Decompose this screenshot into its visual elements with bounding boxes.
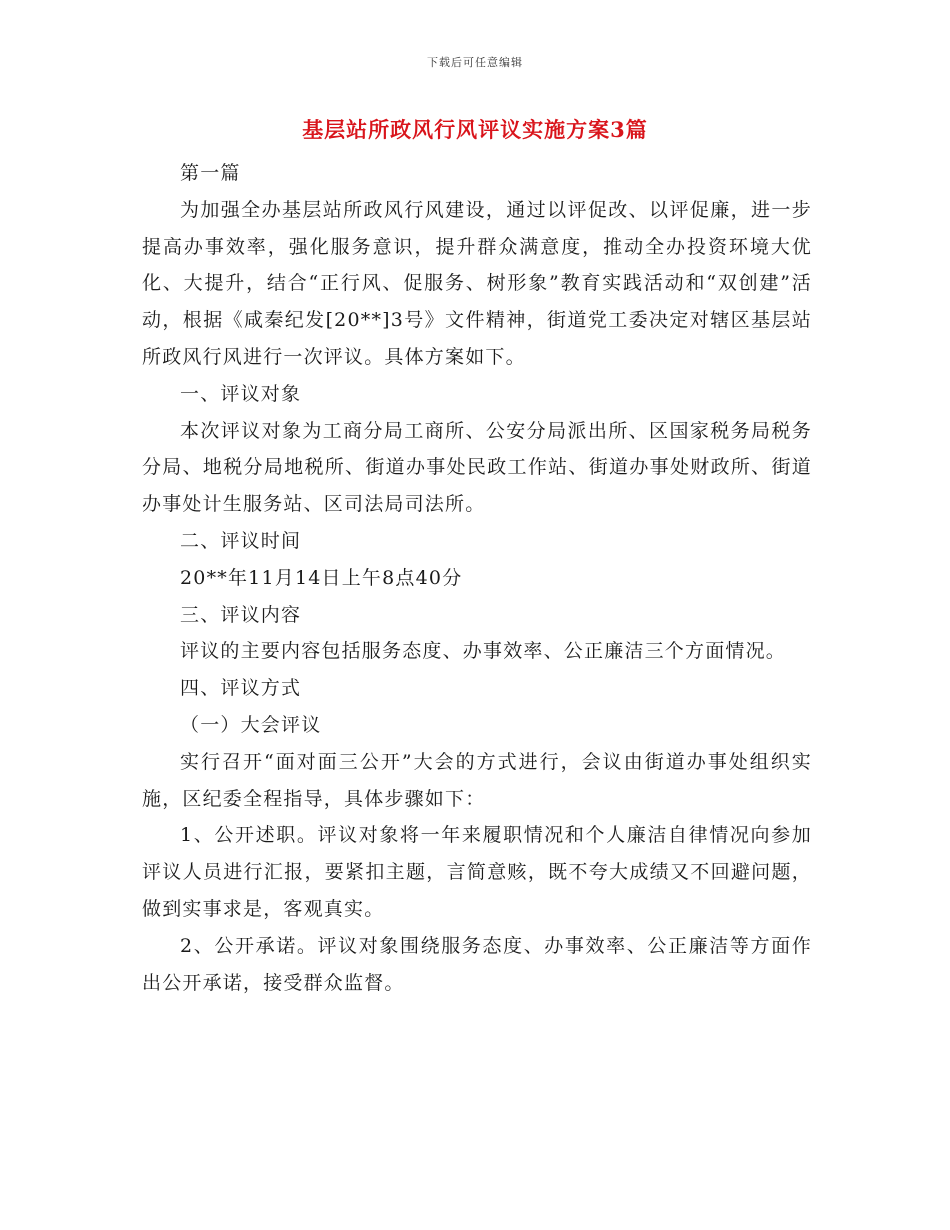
paragraph-step-2: 2、公开承诺。评议对象围绕服务态度、办事效率、公正廉洁等方面作出公开承诺，接受群众监督。 — [142, 934, 812, 994]
document-body — [142, 155, 812, 1001]
document-title: 基层站所政风行风评议实施方案3篇 — [302, 117, 648, 142]
heading-evaluation-method: 四、评议方式 — [180, 677, 302, 700]
paragraph-general-meeting: 实行召开“面对面三公开”大会的方式进行，会议由街道办事处组织实施，区纪委全程指导，具体步骤如下： — [142, 750, 812, 810]
header-note: 下载后可任意编辑 — [427, 56, 523, 69]
paragraph-evaluation-targets: 本次评议对象为工商分局工商所、公安分局派出所、区国家税务局税务分局、地税分局地税所、街道办事处民政工作站、街道办事处财政所、街道办事处计生服务站、区司法局司法所。 — [142, 419, 812, 516]
paragraph-evaluation-time: 20**年11月14日上午8点40分 — [180, 566, 463, 589]
paragraph-step-1: 1、公开述职。评议对象将一年来履职情况和个人廉洁自律情况向参加评议人员进行汇报，要紧扣主题，言简意赅，既不夸大成绩又不回避问题，做到实事求是，客观真实。 — [142, 824, 812, 920]
heading-evaluation-targets: 一、评议对象 — [180, 382, 302, 405]
heading-evaluation-time: 二、评议时间 — [180, 529, 302, 552]
paragraph-intro: 为加强全办基层站所政风行风建设，通过以评促改、以评促廉，进一步提高办事效率，强化服务意识，提升群众满意度，推动全办投资环境大优化、大提升，结合“正行风、促服务、树形象”教育实践活动和“双创建”活动，根据《咸秦纪发[20**]3号》文件精神，街道党工委决定对辖区基层站所政风行风进行一次评议。具体方案如下。 — [142, 198, 812, 368]
subheading-general-meeting: （一）大会评议 — [180, 713, 322, 736]
paragraph-evaluation-content: 评议的主要内容包括服务态度、办事效率、公正廉洁三个方面情况。 — [180, 640, 787, 663]
paragraph-section-label: 第一篇 — [180, 162, 241, 184]
heading-evaluation-content: 三、评议内容 — [180, 603, 302, 626]
